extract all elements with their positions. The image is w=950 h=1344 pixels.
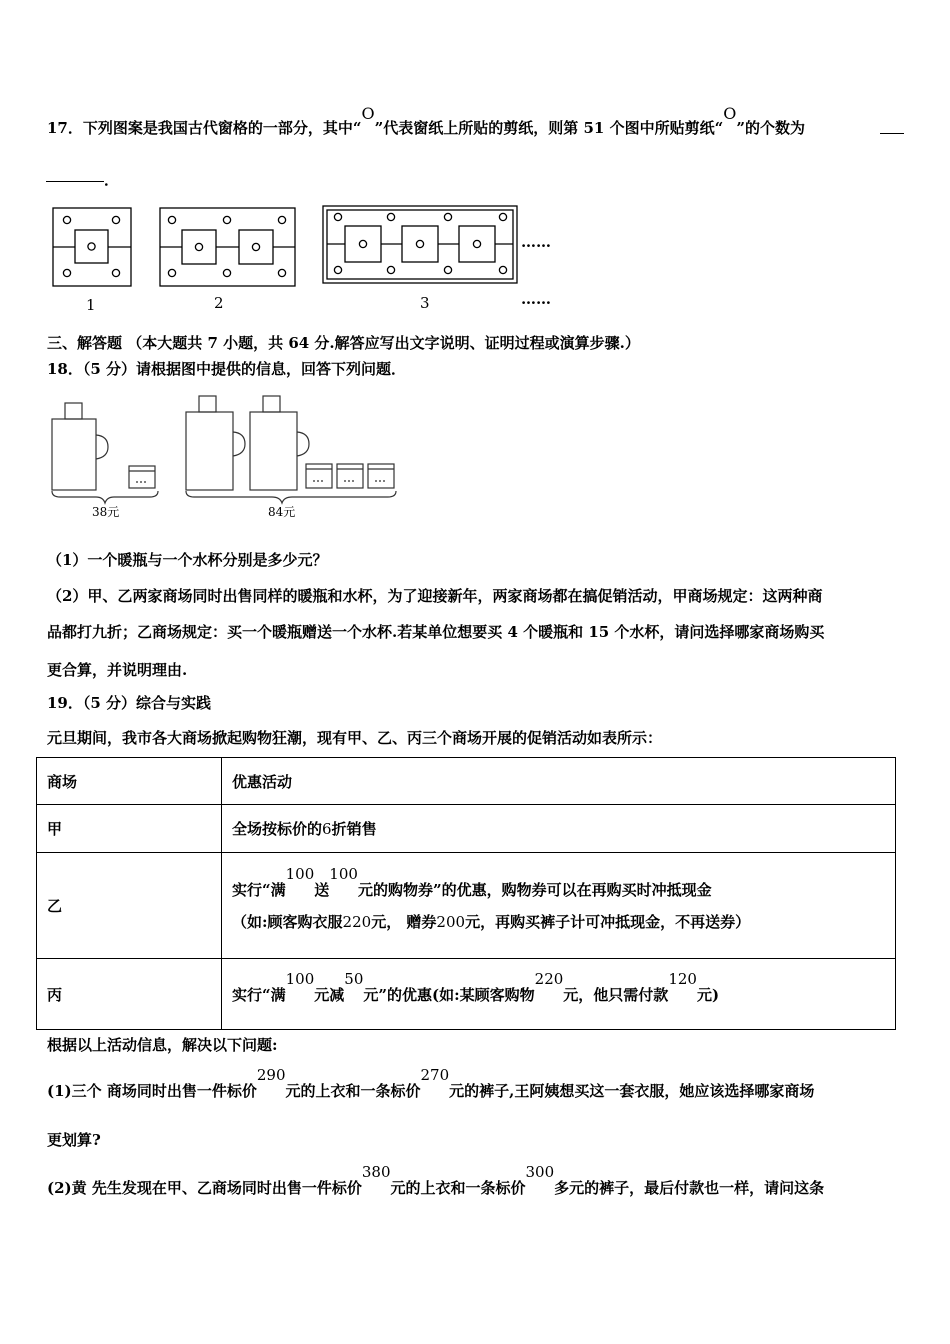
ellipsis-bottom: …… [521,290,551,308]
q19-part1-cont: 更划算? [47,1131,101,1149]
promo-jia [222,805,896,853]
header-promotion: 优惠活动 [222,758,896,805]
yi-num-100a: 100 [285,864,315,883]
promo-bing [222,959,896,1030]
q19-p2-text-a: (2)黄 先生发现在甲、乙商场同时出售一件标价 [47,1179,362,1197]
q19-p1-num-290: 290 [256,1066,286,1084]
q18-part2-line2: 品都打九折；乙商场规定：买一个暖瓶赠送一个水杯.若某单位想要买 4 个暖瓶和 15 个水杯，请问选择哪家商场购买 [47,623,825,641]
cup [129,466,155,488]
bing-text-a: 实行“满 [232,985,286,1004]
q17-answer-blank-cont [46,181,104,182]
promo-jia-text-2: 折销售 [331,820,377,838]
table-row [37,805,896,853]
q19-p2-num-300: 300 [525,1163,555,1181]
price-label-left: 38元 [92,505,120,519]
bing-text-c: 元”的优惠(如:某顾客购物 [363,985,535,1004]
q19-after-table: 根据以上活动信息，解决以下问题: [47,1036,278,1054]
yi-text-b: 送 [314,880,330,899]
q19-part2 [47,1163,825,1198]
promo-yi-line1 [232,865,885,911]
q17-text-a: 17．下列图案是我国古代窗格的一部分，其中“ [47,119,362,137]
yi-num-200: 200 [436,912,466,931]
store-yi: 乙 [37,853,222,959]
thermos-cap [65,403,82,419]
q19-p1-text-b: 元的上衣和一条标价 [285,1082,421,1100]
q19-stem: 19．（5 分）综合与实践 [47,694,212,712]
bing-text-e: 元) [696,985,720,1004]
figure-label-2: 2 [214,294,224,312]
paper-cut-circle-symbol-2: O [723,104,737,123]
section3-heading: 三、解答题 （本大题共 7 小题，共 64 分.解答应写出文字说明、证明过程或演算步骤.） [47,334,640,352]
bing-num-100: 100 [285,969,315,988]
bing-text-d: 元，他只需付款 [563,985,669,1004]
paper-cut-circle-symbol: O [361,104,375,123]
price-label-right: 84元 [268,505,296,519]
q19-p1-num-270: 270 [420,1066,450,1084]
q19-intro: 元旦期间，我市各大商场掀起购物狂潮，现有甲、乙、丙三个商场开展的促销活动如表所示： [47,729,663,747]
bing-text-b: 元减 [314,985,345,1004]
header-store: 商场 [37,758,222,805]
yi-num-220: 220 [342,912,372,931]
q19-p2-text-b: 元的上衣和一条标价 [390,1179,526,1197]
q17-answer-blank [880,133,904,134]
yi-text-e: 元， 赠券 [371,912,437,931]
q19-p2-text-c: 多元的裤子，最后付款也一样，请问这条 [554,1179,825,1197]
bing-num-220: 220 [534,969,564,988]
brace-right [186,491,396,503]
thermos-cups-figure [0,390,420,525]
figure3-frame [323,206,517,283]
yi-num-100b: 100 [329,864,358,883]
q17-blank-end: ． [104,171,120,189]
figure-label-1: 1 [86,296,96,314]
q18-part1: （1）一个暖瓶与一个水杯分别是多少元？ [47,551,328,569]
q18-part2-line1: （2）甲、乙两家商场同时出售同样的暖瓶和水杯，为了迎接新年，两家商场都在搞促销活动，甲商场规定：这两种商 [47,587,823,605]
yi-text-a: 实行“满 [232,880,286,899]
q18-stem: 18．（5 分）请根据图中提供的信息，回答下列问题． [47,360,407,378]
promo-yi-line2 [232,911,885,947]
yi-text-d: （如:顾客购衣服 [232,912,343,931]
thermos-body [52,419,96,490]
yi-text-f: 元，再购买裤子计可冲抵现金，不再送券） [465,912,751,931]
figure1-inner-square [75,230,108,263]
thermos-body-2 [186,412,233,490]
window-lattice-figures [0,195,950,320]
thermos-body-3 [250,412,297,490]
bing-num-50: 50 [344,969,364,988]
promo-yi [222,853,896,959]
promotion-table [36,757,896,1030]
q19-p1-text-c: 元的裤子,王阿姨想买这一套衣服，她应该选择哪家商场 [449,1082,815,1100]
q19-p2-num-380: 380 [361,1163,391,1181]
table-row [37,758,896,805]
ellipsis-right: …… [521,233,551,251]
q19-part1 [47,1066,815,1101]
table-row [37,959,896,1030]
q17-text-b: ”代表窗纸上所贴的剪纸，则第 51 个图中所贴剪纸“ [374,119,724,137]
store-jia: 甲 [37,805,222,853]
brace-left [52,491,158,503]
q17-text-c: ”的个数为 [736,119,805,137]
q19-p1-text-a: (1)三个 商场同时出售一件标价 [47,1082,257,1100]
yi-text-c: 元的购物券”的优惠，购物券可以在再购买时冲抵现金 [357,880,712,899]
q17-line1 [47,104,805,138]
promo-jia-num: 6 [322,820,332,838]
bing-num-120: 120 [668,969,697,988]
q18-part2-line3: 更合算，并说明理由. [47,661,188,679]
table-row [37,853,896,959]
store-bing: 丙 [37,959,222,1030]
promo-jia-text: 全场按标价的 [232,820,323,838]
figure-label-3: 3 [420,294,430,312]
